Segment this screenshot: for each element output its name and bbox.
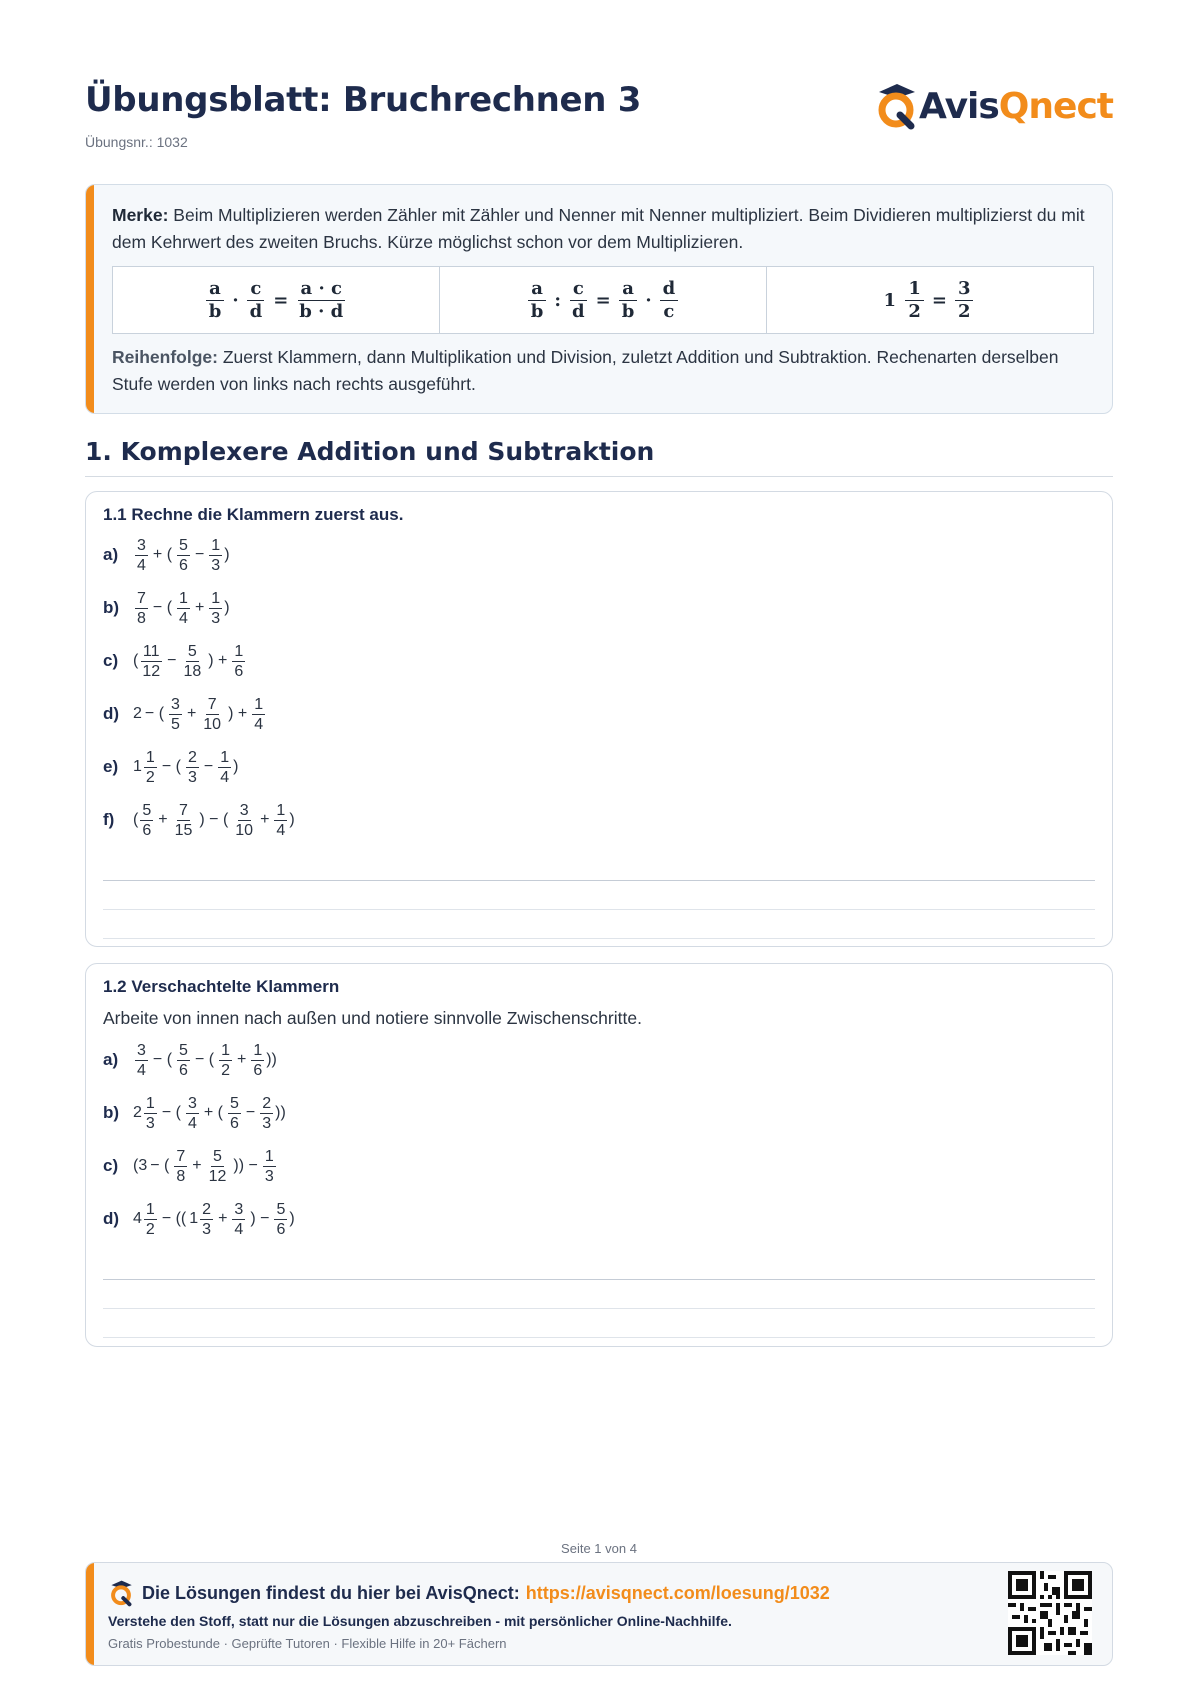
exercise-item: a) $\frac{3}{4}$ + ( $\frac{5}{6}$ − $\frac{1}{3}$ ) [103, 536, 230, 574]
writing-line [103, 938, 1095, 939]
solutions-line: Die Lösungen findest du hier bei AvisQnect: https://avisqnect.com/loesung/1032 [108, 1579, 830, 1607]
exercise-item: d) 4 $\frac{1}{2}$ − (( 1 $\frac{2}{3}$ + $\frac{3}{4}$ ) − $\frac{5}{6}$ ) [103, 1200, 295, 1238]
logo-q-icon [108, 1579, 134, 1607]
exercise-expression: 4 $\frac{1}{2}$ − (( 1 $\frac{2}{3}$ + $\frac{3}{4}$ ) − $\frac{5}{6}$ ) [133, 1200, 295, 1238]
writing-line [103, 880, 1095, 881]
exercise-expression: ( $\frac{5}{6}$ + $\frac{7}{15}$ ) − ( $\frac{3}{10}$ + $\frac{1}{4}$ ) [133, 801, 295, 839]
merke-text: Merke: Beim Multiplizieren werden Zähler mit Zähler und Nenner mit Nenner multipliziert. Beim Dividieren multiplizierst du mit dem Kehrwert des zweiten Bruchs. Kürze möglichst schon vor dem Multiplizieren. [112, 205, 1085, 252]
task-box-1-1 [85, 491, 1113, 947]
exercise-expression: $\frac{7}{8}$ − ( $\frac{1}{4}$ + $\frac{1}{3}$ ) [137, 589, 230, 627]
exercise-expression: 1 $\frac{1}{2}$ − ( $\frac{2}{3}$ − $\frac{1}{4}$ ) [133, 748, 239, 786]
header [85, 80, 1113, 160]
exercise-expression: $\frac{3}{4}$ − ( $\frac{5}{6}$ − ( $\frac{1}{2}$ + $\frac{1}{6}$ )) [137, 1041, 277, 1079]
task-box-1-2 [85, 963, 1113, 1347]
exercise-expression: $\frac{3}{4}$ + ( $\frac{5}{6}$ − $\frac{1}{3}$ ) [137, 536, 230, 574]
reihenfolge-text: Reihenfolge: Zuerst Klammern, dann Multiplikation und Division, zuletzt Addition und Subtraktion. Rechenarten derselben Stufe werden von links nach rechts ausgeführt. [112, 347, 1059, 394]
task-instruction: Arbeite von innen nach außen und notiere sinnvolle Zwischenschritte. [103, 1008, 642, 1028]
page-number: Seite 1 von 4 [561, 1541, 637, 1556]
writing-line [103, 1308, 1095, 1309]
exercise-expression: ( $\frac{11}{12}$ − $\frac{5}{18}$ ) + $\frac{1}{6}$ [133, 642, 244, 680]
exercise-item: b) 2 $\frac{1}{3}$ − ( $\frac{3}{4}$ + ( $\frac{5}{6}$ − $\frac{2}{3}$ )) [103, 1094, 286, 1132]
accent-bar [86, 185, 94, 413]
exercise-item: c) ( $\frac{11}{12}$ − $\frac{5}{18}$ ) + $\frac{1}{6}$ [103, 639, 247, 683]
solution-link[interactable]: https://avisqnect.com/loesung/1032 [525, 1582, 830, 1603]
exercise-item: c) ( 3 − ( $\frac{7}{8}$ + $\frac{5}{12}$ )) − $\frac{1}{3}$ [103, 1144, 278, 1188]
exercise-expression: 2 $\frac{1}{3}$ − ( $\frac{3}{4}$ + ( $\frac{5}{6}$ − $\frac{2}{3}$ )) [133, 1094, 286, 1132]
task-title: 1.1 Rechne die Klammern zuerst aus. [103, 505, 404, 524]
task-title: 1.2 Verschachtelte Klammern [103, 977, 340, 996]
exercise-item: d) 2 − ( $\frac{3}{5}$ + $\frac{7}{10}$ ) + $\frac{1}{4}$ [103, 692, 267, 736]
merke-box [85, 184, 1113, 414]
writing-line [103, 909, 1095, 910]
formula-table [112, 266, 1094, 334]
accent-bar [86, 1563, 94, 1665]
exercise-item: a) $\frac{3}{4}$ − ( $\frac{5}{6}$ − ( $\frac{1}{2}$ + $\frac{1}{6}$ )) [103, 1041, 277, 1079]
page-title: Übungsblatt: Bruchrechnen 3 [85, 80, 642, 120]
exercise-expression: ( 3 − ( $\frac{7}{8}$ + $\frac{5}{12}$ )) − $\frac{1}{3}$ [133, 1147, 274, 1185]
formula-division: $\frac{a}{b}$ : $\frac{c}{d}$ = $\frac{a}{b}$ · $\frac{d}{c}$ [440, 267, 767, 333]
qr-code[interactable] [1008, 1571, 1092, 1655]
avisqnect-logo [873, 80, 1113, 132]
writing-line [103, 1337, 1095, 1338]
writing-line [103, 1279, 1095, 1280]
footer-tagline: Verstehe den Stoff, statt nur die Lösungen abzuschreiben - mit persönlicher Online-Nachhilfe. [108, 1613, 732, 1629]
formula-mixed-number: 1 $\frac{1}{2}$ = $\frac{3}{2}$ [767, 267, 1093, 333]
footer-banner [85, 1562, 1113, 1666]
exercise-expression: 2 − ( $\frac{3}{5}$ + $\frac{7}{10}$ ) + $\frac{1}{4}$ [133, 695, 264, 733]
logo-q-icon [873, 82, 919, 130]
footer-features: Gratis Probestunde · Geprüfte Tutoren · Flexible Hilfe in 20+ Fächern [108, 1636, 507, 1651]
section-divider [85, 476, 1113, 477]
formula-multiplication: $\frac{a}{b}$ · $\frac{c}{d}$ = $\frac{a \cdot c}{b \cdot d}$ [113, 267, 440, 333]
exercise-item: e) 1 $\frac{1}{2}$ − ( $\frac{2}{3}$ − $\frac{1}{4}$ ) [103, 748, 239, 786]
exercise-item: f) ( $\frac{5}{6}$ + $\frac{7}{15}$ ) − ( $\frac{3}{10}$ + $\frac{1}{4}$ ) [103, 801, 295, 839]
section-heading: 1. Komplexere Addition und Subtraktion [85, 437, 655, 466]
logo-wordmark: AvisQnect [918, 85, 1113, 127]
exercise-number: Übungsnr.: 1032 [85, 134, 188, 150]
exercise-item: b) $\frac{7}{8}$ − ( $\frac{1}{4}$ + $\frac{1}{3}$ ) [103, 589, 230, 627]
